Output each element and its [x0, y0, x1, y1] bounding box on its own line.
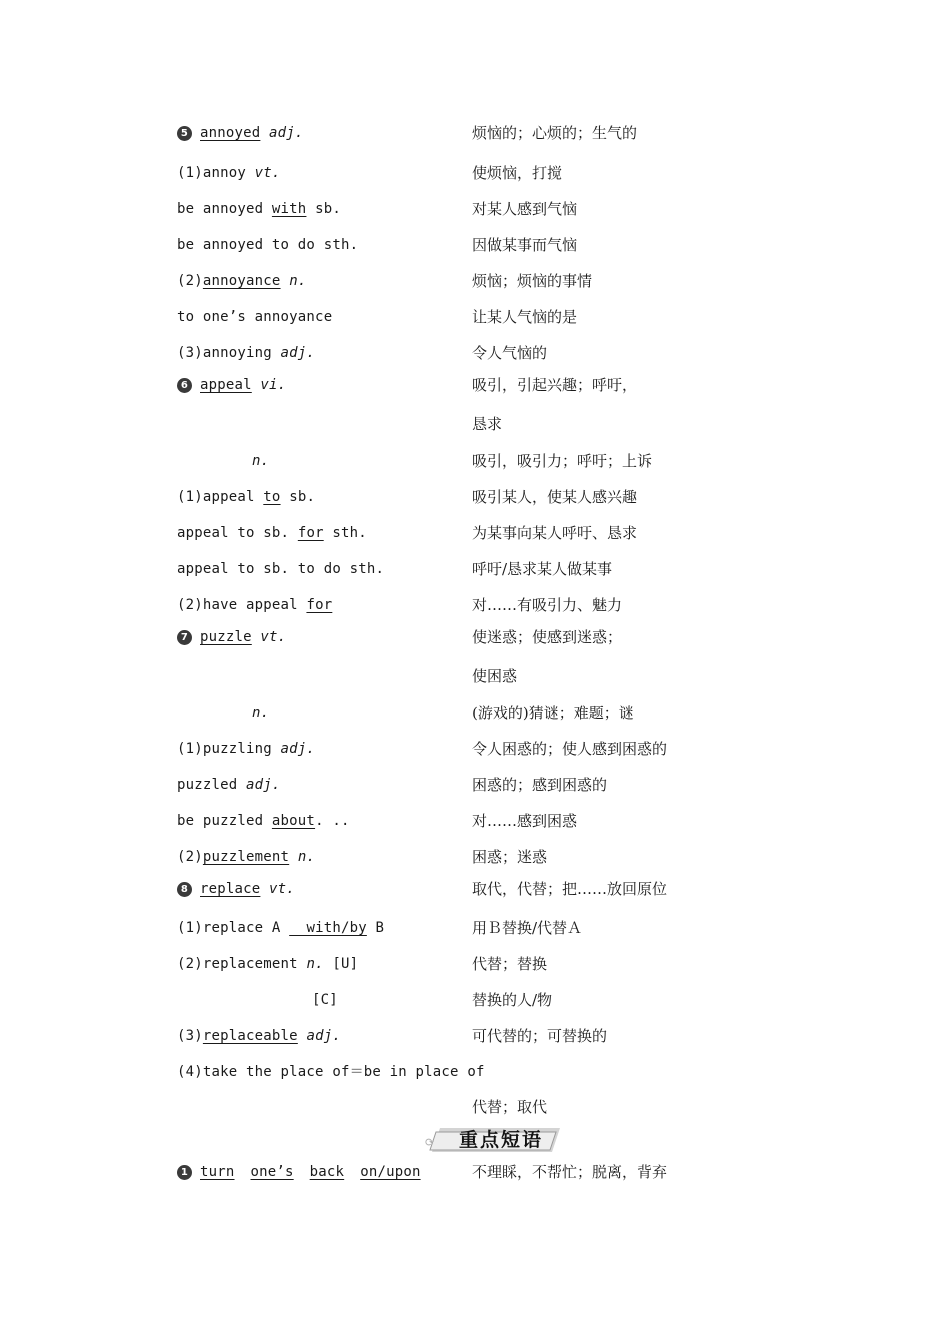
meaning: 吸引某人，使某人感兴趣 — [472, 488, 638, 506]
sub-entry: appeal to sb. to do sth. — [177, 561, 385, 577]
headword: annoyed — [200, 125, 261, 141]
phrase-word: turn — [200, 1164, 235, 1180]
blank-answer: for — [297, 525, 324, 541]
part-of-speech: n. — [252, 453, 270, 469]
meaning: (游戏的)猜谜；难题；谜 — [472, 704, 634, 722]
sub-entry: (2)have appeal for — [177, 597, 333, 613]
meaning: 困惑的；感到困惑的 — [472, 776, 608, 794]
meaning: 使迷惑；使感到迷惑； — [472, 628, 623, 646]
blank-answer: with — [271, 201, 307, 217]
meaning: 使烦恼，打搅 — [472, 164, 563, 182]
meaning: 让某人气恼的是 — [472, 308, 578, 326]
sub-entry: puzzled adj. — [177, 777, 281, 793]
meaning: 因做某事而气恼 — [472, 236, 578, 254]
sub-entry: be annoyed with sb. — [177, 201, 341, 217]
svg-text:⟳: ⟳ — [425, 1136, 435, 1149]
meaning: 对……有吸引力、魅力 — [472, 596, 623, 614]
entry-appeal — [177, 375, 286, 395]
sub-entry: (1)appeal to sb. — [177, 489, 316, 505]
countability-label: [C] — [312, 992, 338, 1008]
part-of-speech: vi. — [260, 377, 287, 393]
section-title: 重点短语 — [458, 1129, 543, 1151]
number-badge-8: 8 — [177, 882, 192, 897]
meaning: 用Ｂ替换/代替Ａ — [472, 919, 583, 937]
phrase-turn-ones-back — [177, 1162, 421, 1182]
phrase-word: back — [309, 1164, 345, 1180]
blank-answer: replaceable — [202, 1028, 298, 1044]
meaning-continued: 恳求 — [472, 415, 503, 433]
entry-annoyed — [177, 123, 304, 143]
meaning: 令人气恼的 — [472, 344, 548, 362]
sub-entry: (2)annoyance n. — [177, 273, 307, 289]
number-badge-6: 6 — [177, 378, 192, 393]
meaning: 呼吁/恳求某人做某事 — [472, 560, 613, 578]
meaning: 对某人感到气恼 — [472, 200, 578, 218]
meaning: 取代，代替；把……放回原位 — [472, 880, 668, 898]
sub-entry: (4)take the place of＝be in place of — [177, 1064, 485, 1080]
meaning: 代替；替换 — [472, 955, 548, 973]
meaning: 烦恼；烦恼的事情 — [472, 272, 593, 290]
meaning: 对……感到困惑 — [472, 812, 578, 830]
sub-entry: (1)puzzling adj. — [177, 741, 316, 757]
sub-entry: appeal to sb. for sth. — [177, 525, 367, 541]
number-badge-1: 1 — [177, 1165, 192, 1180]
sub-entry: (2)replacement n. [U] — [177, 956, 359, 972]
blank-answer: with/by — [289, 920, 367, 936]
meaning: 不理睬，不帮忙；脱离，背弃 — [472, 1163, 668, 1181]
part-of-speech: adj. — [269, 125, 304, 141]
headword: replace — [200, 881, 261, 897]
sub-entry: (1)replace A with/by B — [177, 920, 385, 936]
section-banner — [422, 1124, 562, 1156]
sub-entry: be puzzled about. .. — [177, 813, 350, 829]
meaning: 替换的人/物 — [472, 991, 553, 1009]
blank-answer: puzzlement — [202, 849, 290, 865]
blank-answer: about — [271, 813, 316, 829]
meaning: 困惑；迷惑 — [472, 848, 548, 866]
entry-puzzle — [177, 627, 286, 647]
sub-entry: (3)replaceable adj. — [177, 1028, 341, 1044]
part-of-speech: n. — [252, 705, 270, 721]
meaning: 烦恼的；心烦的；生气的 — [472, 124, 638, 142]
blank-answer: to — [263, 489, 281, 505]
sub-entry: be annoyed to do sth. — [177, 237, 359, 253]
blank-answer: for — [306, 597, 333, 613]
part-of-speech: vt. — [260, 629, 287, 645]
meaning: 可代替的；可替换的 — [472, 1027, 608, 1045]
sub-entry: (1)annoy vt. — [177, 165, 281, 181]
meaning: 令人困惑的；使人感到困惑的 — [472, 740, 668, 758]
sub-entry: (2)puzzlement n. — [177, 849, 316, 865]
meaning-continued: 使困惑 — [472, 667, 518, 685]
sub-entry: to one’s annoyance — [177, 309, 333, 325]
entry-replace — [177, 879, 295, 899]
number-badge-7: 7 — [177, 630, 192, 645]
headword: puzzle — [200, 629, 252, 645]
part-of-speech: vt. — [269, 881, 295, 897]
phrase-word: one’s — [250, 1164, 294, 1180]
phrase-word: on/upon — [360, 1164, 421, 1180]
headword: appeal — [200, 377, 252, 393]
meaning: 代替；取代 — [472, 1098, 548, 1116]
meaning: 为某事向某人呼吁、恳求 — [472, 524, 638, 542]
meaning: 吸引，引起兴趣；呼吁， — [472, 376, 638, 394]
meaning: 吸引，吸引力；呼吁；上诉 — [472, 452, 653, 470]
sub-entry: (3)annoying adj. — [177, 345, 316, 361]
number-badge-5: 5 — [177, 126, 192, 141]
blank-answer: annoyance — [202, 273, 281, 289]
